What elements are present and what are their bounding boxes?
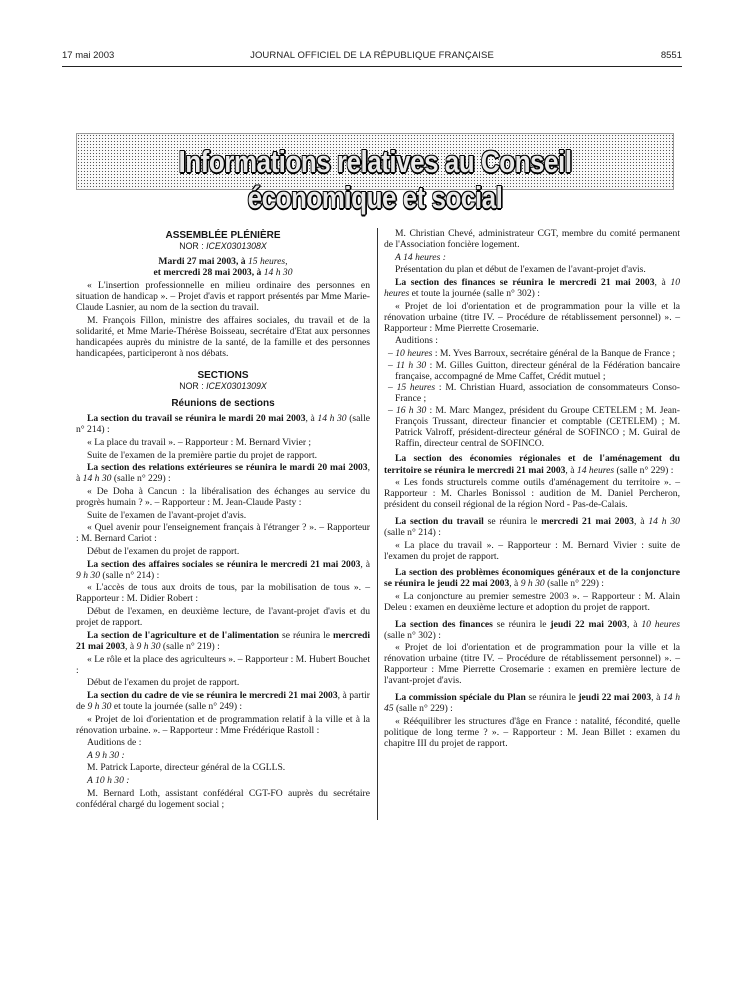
relations-text-4: Début de l'examen du projet de rapport. — [87, 546, 240, 558]
cheve-text: M. Christian Chevé, administrateur CGT, membre du comité permanent de l'Association foncière logement. — [384, 228, 680, 251]
assemblee-text-2: M. François Fillon, ministre des affaires sociales, du travail et de la solidarité, et Mme Marie-Thérèse Boisseau, secrétaire d'Etat aux personnes handicapées auprès du ministre de la santé, de la famille et des personnes handicapées, participeront à nos débats. — [76, 314, 370, 359]
cadre-text-2: M. Patrick Laporte, directeur général de la CGLLS. — [87, 762, 286, 774]
travail2-text-1: « La place du travail ». – Rapporteur : M. Bernard Vivier : suite de l'examen du projet de rapport. — [384, 539, 680, 562]
sociales-heading: La section des affaires sociales se réunira le mercredi 21 mai 2003, à 9 h 30 (salle n° 214) : — [76, 558, 370, 581]
audition-item: – 11 h 30 : M. Gilles Guitton, directeur général de la Fédération bancaire française, accompagné de Mme Caffet, Crédit mutuel ; — [388, 359, 680, 382]
finances1-text-1: « Projet de loi d'orientation et de programmation pour la ville et la rénovation urbaine (titre IV. – Procédure de rétablissement personnel) ». – Rapporteur : Mme Pierrette Crosemarie. — [384, 300, 680, 334]
header-date: 17 mai 2003 — [62, 50, 115, 61]
finances1-auditions: Auditions : — [395, 335, 438, 347]
economies-heading: La section des économies régionales et de l'aménagement du territoire se réunira le mercredi 21 mai 2003, à 14 heures (salle n° 229) : — [384, 453, 680, 476]
header-rule — [62, 66, 682, 67]
cadre-heading: La section du cadre de vie se réunira le mercredi 21 mai 2003, à partir de 9 h 30 et toute la journée (salle n° 249) : — [76, 689, 371, 712]
cadre-auditions: Auditions de : — [87, 737, 142, 749]
cadre-text-1: « Projet de loi d'orientation et de programmation relatif à la ville et à la rénovation urbaine. ». – Rapporteur : Mme Frédérique Rastoll : — [76, 713, 370, 736]
agriculture-text-1: « Le rôle et la place des agriculteurs ». – Rapporteur : M. Hubert Bouchet : — [76, 653, 370, 676]
travail-text-1: « La place du travail ». – Rapporteur : M. Bernard Vivier ; — [87, 437, 312, 449]
section-banner — [76, 133, 674, 215]
finances1-heading: La section des finances se réunira le mercredi 21 mai 2003, à 10 heures et toute la journée (salle n° 302) : — [384, 276, 680, 300]
assemblee-nor: NOR : ICEX0301308X — [179, 241, 267, 252]
finances2-text-1: « Projet de loi d'orientation et de programmation pour la ville et la rénovation urbaine (titre IV. – Procédure de rétablissement personnel) ». – Rapporteur : Mme Pierrette Crosemarie : examen en première lecture de l'avant-projet d'avis. — [384, 642, 680, 687]
sections-nor: NOR : ICEX0301309X — [179, 381, 267, 392]
time-14h: A 14 heures : — [395, 251, 446, 263]
assemblee-dates: Mardi 27 mai 2003, à 15 heures, et mercredi 28 mai 2003, à 14 h 30 — [153, 256, 293, 279]
relations-text-2: Suite de l'examen de l'avant-projet d'avis. — [87, 509, 247, 521]
header-page-number: 8551 — [660, 50, 682, 61]
finances2-heading: La section des finances se réunira le jeudi 22 mai 2003, à 10 heures (salle n° 302) : — [384, 618, 680, 641]
column-divider — [377, 228, 378, 820]
relations-text-3: « Quel avenir pour l'enseignement français à l'étranger ? ». – Rapporteur : M. Bernard Cariot : — [76, 522, 370, 545]
economies-text-1: « Les fonds structurels comme outils d'aménagement du territoire ». – Rapporteur : M. Charles Bonissol : audition de M. Daniel Percheron, président du conseil régional de la région Nord - Pas-de-Calais. — [384, 477, 680, 511]
left-column — [76, 228, 370, 811]
audition-item: – 10 heures : M. Yves Barroux, secrétaire général de la Banque de France ; — [388, 348, 676, 360]
problemes-text-1: « La conjoncture au premier semestre 2003 ». – Rapporteur : M. Alain Deleu : examen en deuxième lecture et adoption du projet de rapport. — [384, 590, 680, 613]
cadre-time-2: A 10 h 30 : — [87, 775, 130, 787]
travail2-heading: La section du travail se réunira le mercredi 21 mai 2003, à 14 h 30 (salle n° 214) : — [384, 515, 680, 538]
right-column — [384, 228, 680, 751]
cadre-text-3: M. Bernard Loth, assistant confédéral CGT-FO auprès du secrétaire confédéral chargé du logement social ; — [76, 787, 370, 810]
agriculture-heading: La section de l'agriculture et de l'alimentation se réunira le mercredi 21 mai 2003, à 9 h 30 (salle n° 219) : — [76, 629, 370, 652]
finances1-auditions-list — [384, 348, 680, 449]
relations-text-1: « De Doha à Cancun : la libéralisation des échanges au service du progrès humain ? ». – Rapporteur : M. Jean-Claude Pasty : — [76, 486, 370, 509]
commission-heading: La commission spéciale du Plan se réunira le jeudi 22 mai 2003, à 14 h 45 (salle n° 229) : — [384, 692, 680, 715]
sections-subtitle: Réunions de sections — [171, 398, 275, 410]
audition-item: – 16 h 30 : M. Marc Mangez, président du Groupe CETELEM ; M. Jean-François Trussant, directeur financier et comptable (CETELEM) ; M. Patrick Valroff, président-directeur général de SOFINCO ; M. Guiral de Raffin, directeur central de SOFINCO. — [388, 404, 680, 449]
sociales-text-1: « L'accès de tous aux droits de tous, par la mobilisation de tous ». – Rapporteur : M. Didier Robert : — [76, 582, 370, 605]
assemblee-text-1: « L'insertion professionnelle en milieu ordinaire des personnes en situation de handicap ». – Projet d'avis et rapport présentés par Mme Marie-Claude Lasnier, au nom de la section du travail. — [76, 279, 370, 313]
audition-item: – 15 heures : M. Christian Huard, association de consommateurs Conso-France ; — [388, 382, 680, 405]
presentation-text: Présentation du plan et début de l'examen de l'avant-projet d'avis. — [395, 264, 646, 276]
travail-heading: La section du travail se réunira le mardi 20 mai 2003, à 14 h 30 (salle n° 214) : — [76, 413, 370, 436]
header-journal-title: JOURNAL OFFICIEL DE LA RÉPUBLIQUE FRANÇAISE — [250, 50, 494, 61]
problemes-heading: La section des problèmes économiques généraux et de la conjoncture se réunira le jeudi 22 mai 2003, à 9 h 30 (salle n° 229) : — [384, 567, 680, 590]
agriculture-text-2: Début de l'examen du projet de rapport. — [87, 677, 240, 689]
banner-title: Informations relatives au Conseil économique et social — [178, 144, 572, 215]
cadre-time-1: A 9 h 30 : — [87, 749, 125, 761]
commission-text-1: « Rééquilibrer les structures d'âge en France : natalité, fécondité, quelle politique de long terme ? ». – Rapporteur : M. Jean Billet : examen du chapitre III du projet de rapport. — [384, 715, 680, 749]
relations-heading: La section des relations extérieures se réunira le mardi 20 mai 2003, à 14 h 30 (salle n° 229) : — [76, 462, 370, 485]
assemblee-title: ASSEMBLÉE PLÉNIÈRE — [165, 230, 281, 241]
travail-text-2: Suite de l'examen de la première partie du projet de rapport. — [87, 449, 318, 461]
running-header — [62, 50, 682, 64]
sociales-text-2: Début de l'examen, en deuxième lecture, de l'avant-projet d'avis et du projet de rapport. — [76, 606, 370, 629]
sections-title: SECTIONS — [197, 370, 249, 382]
